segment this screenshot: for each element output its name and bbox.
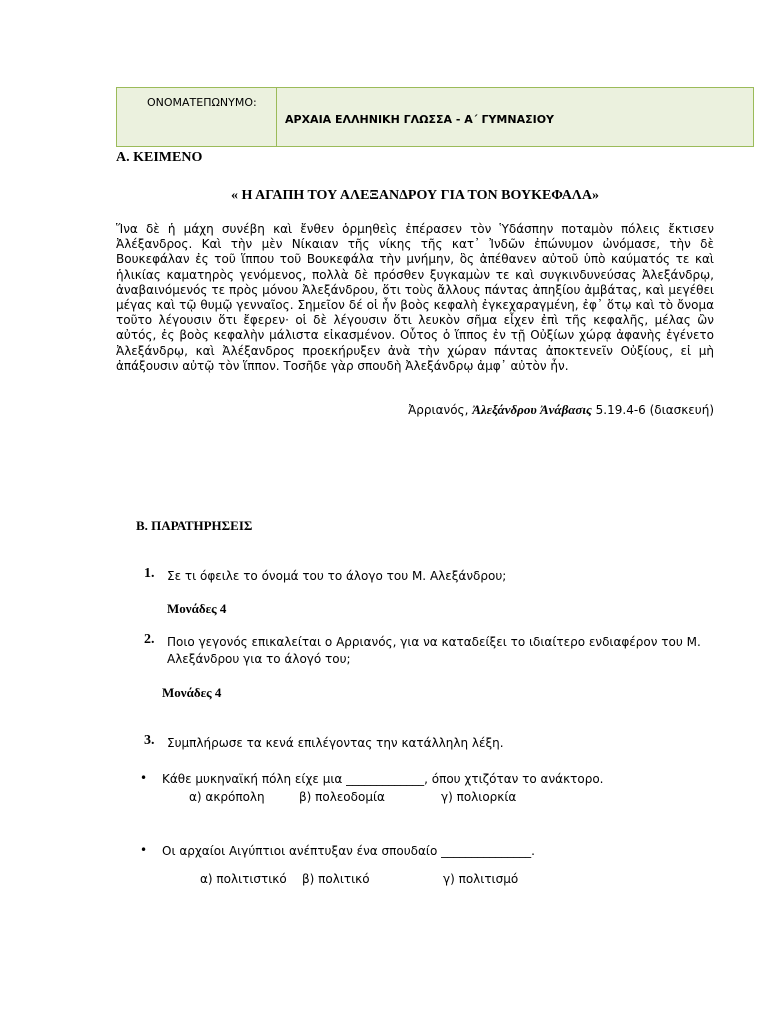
fill-item-1-option-a: α) ακρόπολη	[189, 790, 265, 804]
fill-item-1-bullet: •	[140, 771, 148, 785]
citation-author: Ἀρριανός,	[408, 403, 473, 417]
question-2-points: Μονάδες 4	[162, 685, 222, 700]
header-table	[116, 87, 754, 147]
fill-item-1-option-c: γ) πολιορκία	[441, 790, 517, 804]
fill-item-1-text: Κάθε μυκηναϊκή πόλη είχε μια _____________, όπου χτιζόταν το ανάκτορο.	[162, 772, 604, 786]
subject-label: ΑΡΧΑΙΑ ΕΛΛΗΝΙΚΗ ΓΛΩΣΣΑ - Α΄ ΓΥΜΝΑΣΙΟΥ	[285, 113, 555, 126]
section-b-heading: Β. ΠΑΡΑΤΗΡΗΣΕΙΣ	[136, 518, 253, 533]
ancient-text-passage: Ἵνα δὲ ἡ μάχη συνέβη καὶ ἔνθεν ὁρμηθεὶς ἐπέρασεν τὸν Ὑδάσπην ποταμὸν πόλεις ἔκτισεν Ἀλέξανδρος. Καὶ τὴν μὲν Νίκαιαν τῆς νίκης τῆς κατ᾽ Ἰνδῶν ἐπώνυμον ὠνόμασε, τὴν δὲ Βουκεφάλαν ἐς τοῦ ἵππου τοῦ Βουκεφάλα τὴν μνήμην, ὃς ἀπέθανεν αὐτοῦ ὑπὸ καύματός τε καὶ ἡλικίας καματηρὸς γενόμενος, πολλὰ δὲ πρόσθεν ξυγκαμὼν τε καὶ συγκινδυνεύσας Ἀλεξάνδρῳ, ἀναβαινόμενός τε πρὸς μόνου Ἀλεξάνδρου, ὅτι τοὺς ἄλλους πάντας ἀπηξίου ἀμβάτας, καὶ μεγέθει μέγας καὶ τῷ θυμῷ γενναῖος. Σημεῖον δέ οἱ ἦν βοὸς κεφαλὴ ἐγκεχαραγμένη, ἐφ᾽ ὅτῳ καὶ τὸ ὄνομα τοῦτο λέγουσιν ὅτι ἔφερεν· οἱ δὲ λέγουσιν ὅτι λευκὸν σῆμα εἶχεν ἐπὶ τῆς κεφαλῆς, μέλας ὢν αὐτός, ἐς βοὸς κεφαλὴν μάλιστα εἰκασμένον. Οὗτος ὁ ἵππος ἐν τῇ Οὐξίων χώρᾳ ἀφανὴς ἐγένετο Ἀλεξάνδρῳ, καὶ Ἀλέξανδρος προεκήρυξεν ἀνὰ τὴν χώραν πάντας ἀποκτενεῖν Οὐξίους, εἰ μὴ ἀπάξουσιν αὐτῷ τὸν ἵππον. Τοσῆδε γὰρ σπουδὴ Ἀλεξάνδρῳ ἀμφ᾽ αὐτὸν ἦν.	[116, 222, 714, 373]
question-1-text: Σε τι όφειλε το όνομά του το άλογο του Μ. Αλεξάνδρου;	[167, 569, 507, 583]
question-1-points: Μονάδες 4	[167, 601, 227, 616]
name-label-cell	[117, 88, 277, 146]
fill-item-2-option-a: α) πολιτιστικό	[200, 872, 287, 886]
question-3-text: Συμπλήρωσε τα κενά επιλέγοντας την κατάλληλη λέξη.	[167, 736, 504, 750]
text-title: « Η ΑΓΑΠΗ ΤΟΥ ΑΛΕΞΑΝΔΡΟΥ ΓΙΑ ΤΟΝ ΒΟΥΚΕΦΑΛΑ»	[231, 188, 599, 203]
citation-work: Ἀλεξάνδρου Ἀνάβασις	[472, 402, 592, 417]
fill-item-2-option-b: β) πολιτικό	[302, 872, 370, 886]
citation-ref: 5.19.4-6 (διασκευή)	[591, 403, 714, 417]
question-1-number: 1.	[144, 566, 155, 581]
fill-item-2-option-c: γ) πολιτισμό	[443, 872, 519, 886]
citation	[408, 402, 714, 418]
fill-item-1-option-b: β) πολεοδομία	[299, 790, 385, 804]
question-3-number: 3.	[144, 733, 155, 748]
fill-item-2-text: Οι αρχαίοι Αιγύπτιοι ανέπτυξαν ένα σπουδαίο _______________.	[162, 844, 535, 858]
subject-cell	[277, 88, 753, 146]
fill-item-2-bullet: •	[140, 843, 148, 857]
question-2-number: 2.	[144, 632, 155, 647]
section-a-heading: Α. ΚΕΙΜΕΝΟ	[116, 150, 203, 165]
question-2-text: Ποιο γεγονός επικαλείται ο Αρριανός, για να καταδείξει το ιδιαίτερο ενδιαφέρον του Μ. Αλεξάνδρου για το άλογό του;	[167, 635, 701, 666]
name-label: ΟΝΟΜΑΤΕΠΩΝΥΜΟ:	[147, 96, 257, 109]
